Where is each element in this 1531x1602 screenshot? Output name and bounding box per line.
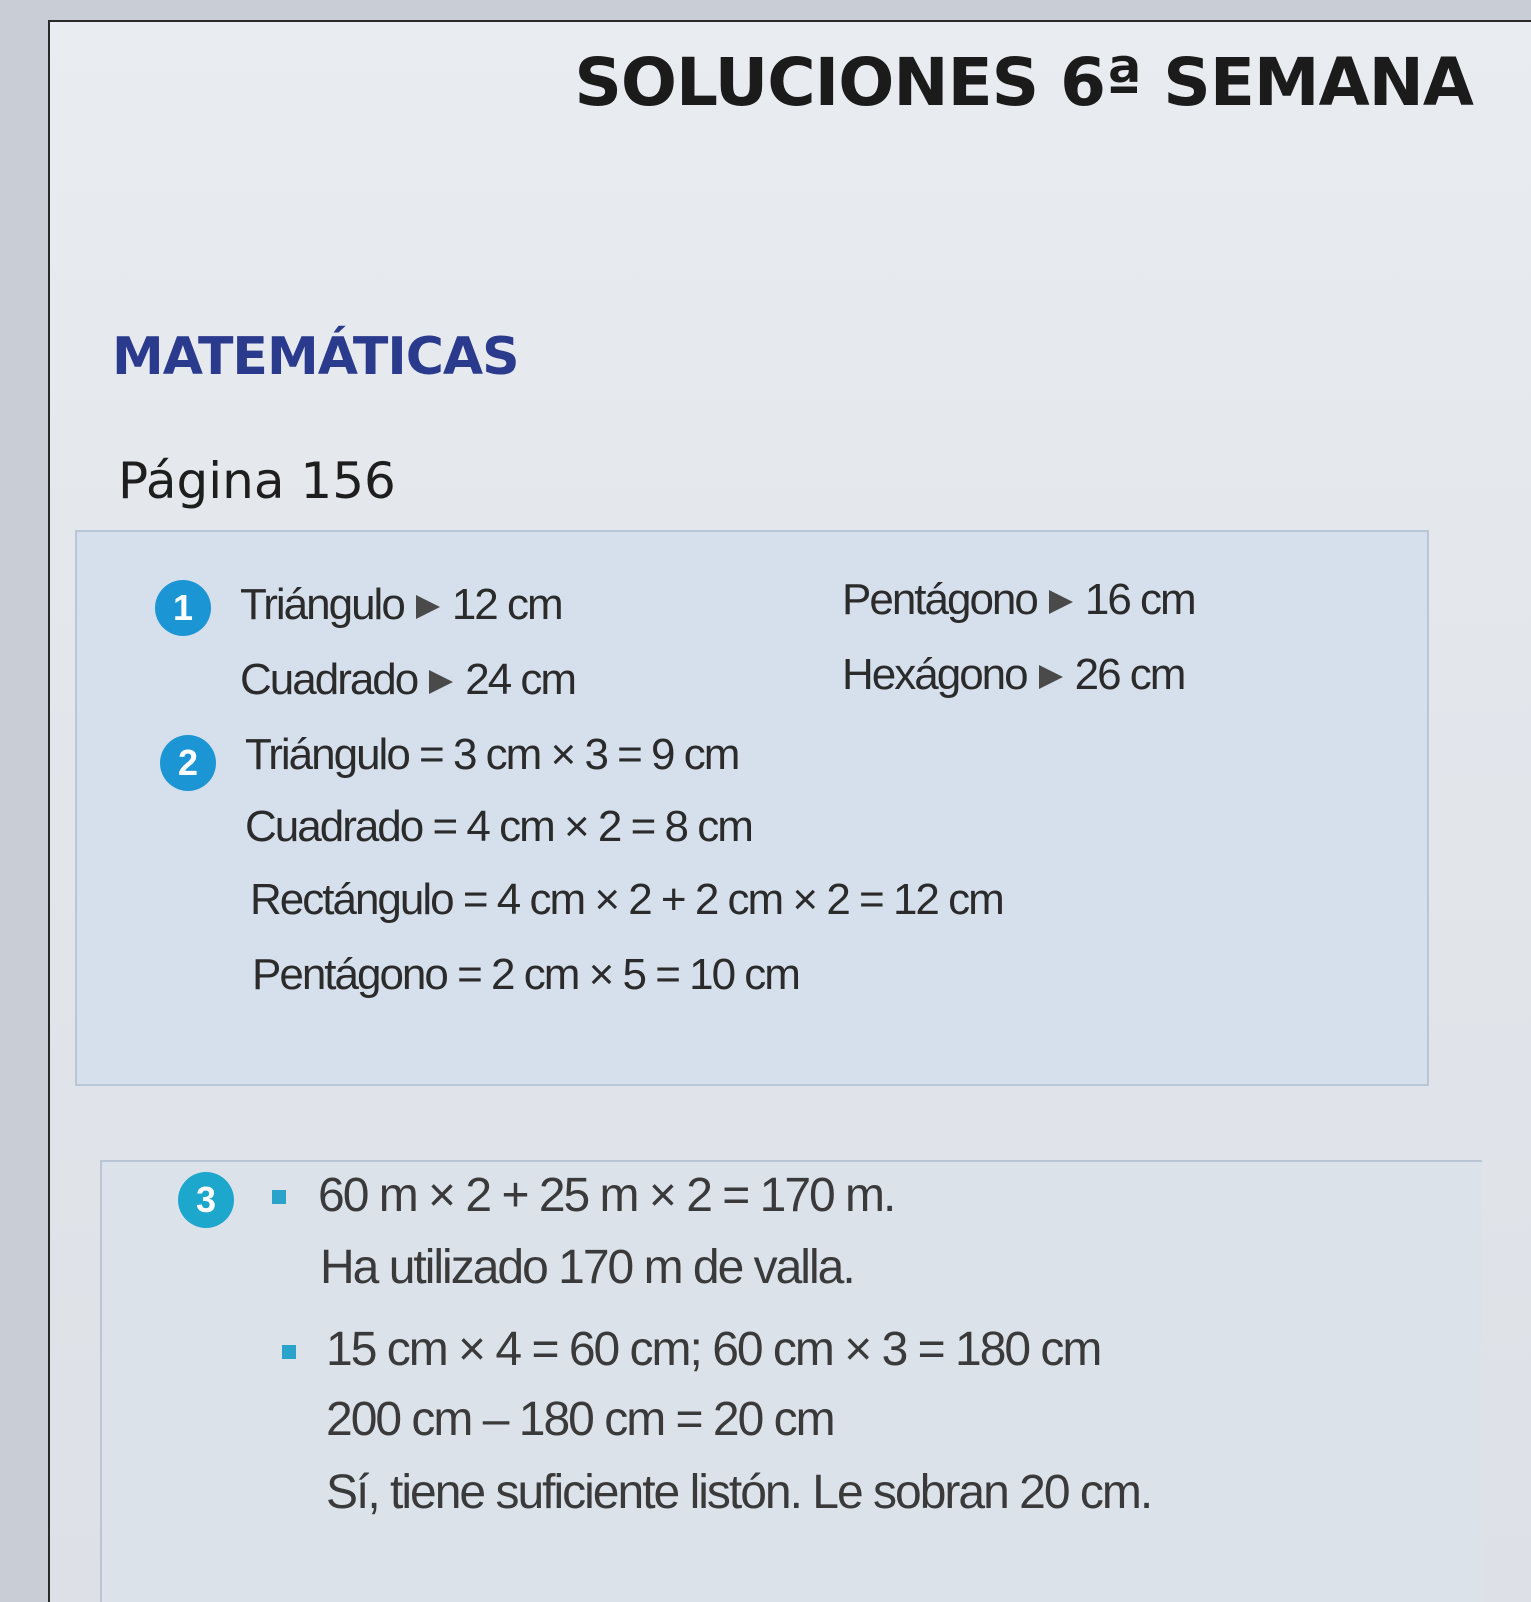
- ex3-line: 200 cm – 180 cm = 20 cm: [326, 1393, 834, 1446]
- ex3-line: 60 m × 2 + 25 m × 2 = 170 m.: [318, 1169, 895, 1222]
- ex1-value: 16 cm: [1084, 575, 1195, 624]
- arrow-right-icon: [1049, 590, 1073, 614]
- arrow-right-icon: [1039, 665, 1063, 689]
- page-title: SOLUCIONES 6ª SEMANA: [574, 44, 1473, 121]
- exercise-1-badge: 1: [155, 580, 211, 636]
- ex1-value: 26 cm: [1074, 650, 1185, 699]
- ex1-shape-label: Pentágono: [842, 575, 1037, 624]
- page-number-label: Página 156: [118, 452, 396, 510]
- ex1-shape-label: Triángulo: [240, 580, 404, 629]
- ex1-item: [240, 655, 575, 705]
- ex2-line: Rectángulo = 4 cm × 2 + 2 cm × 2 = 12 cm: [250, 875, 1003, 924]
- ex1-value: 12 cm: [451, 580, 562, 629]
- ex1-item: [842, 575, 1195, 625]
- ex2-line: Triángulo = 3 cm × 3 = 9 cm: [245, 730, 739, 779]
- ex1-shape-label: Cuadrado: [240, 655, 418, 704]
- ex1-item: [842, 650, 1184, 700]
- square-bullet-icon: [272, 1190, 286, 1204]
- arrow-right-icon: [416, 595, 440, 619]
- ex2-line: Cuadrado = 4 cm × 2 = 8 cm: [245, 802, 752, 851]
- ex1-shape-label: Hexágono: [842, 650, 1027, 699]
- ex3-line: Ha utilizado 170 m de valla.: [320, 1241, 854, 1294]
- answers-box-2: [100, 1160, 1482, 1602]
- ex2-line: Pentágono = 2 cm × 5 = 10 cm: [252, 950, 799, 999]
- ex3-line: Sí, tiene suficiente listón. Le sobran 20 cm.: [326, 1466, 1152, 1519]
- arrow-right-icon: [429, 670, 453, 694]
- ex1-value: 24 cm: [465, 655, 576, 704]
- ex1-item: [240, 580, 562, 630]
- subject-heading: MATEMÁTICAS: [112, 327, 519, 387]
- exercise-2-badge: 2: [160, 735, 216, 791]
- ex3-line: 15 cm × 4 = 60 cm; 60 cm × 3 = 180 cm: [326, 1323, 1101, 1376]
- square-bullet-icon: [282, 1345, 296, 1359]
- exercise-3-badge: 3: [178, 1172, 234, 1228]
